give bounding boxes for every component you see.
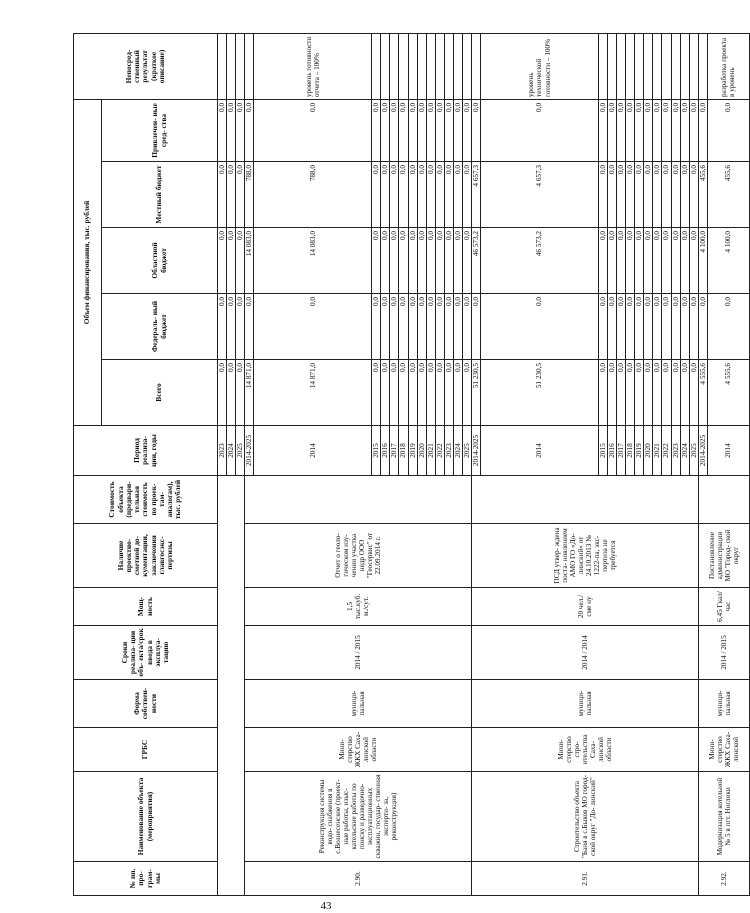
cell-regional: 0,0 bbox=[608, 228, 617, 294]
cell-terms: 2014 / 2014 bbox=[471, 626, 698, 680]
cell-total: 0,0 bbox=[453, 360, 462, 426]
cell-local: 0,0 bbox=[653, 162, 662, 228]
cell-result bbox=[408, 33, 417, 99]
cell-local: 0,0 bbox=[599, 162, 608, 228]
cell-federal: 0,0 bbox=[680, 294, 689, 360]
cell-total: 0,0 bbox=[689, 360, 698, 426]
cell-federal: 0,0 bbox=[372, 294, 381, 360]
cell-period: 2022 bbox=[662, 426, 671, 476]
cell-period: 2025 bbox=[689, 426, 698, 476]
cell-regional: 4 100,0 bbox=[707, 228, 749, 294]
cell-attracted: 0,0 bbox=[680, 99, 689, 161]
cell-regional: 0,0 bbox=[218, 228, 227, 294]
cell-regional: 0,0 bbox=[435, 228, 444, 294]
header-docs: Наличие проектно- сметной до- кументации, заключения главгосэкс- пертизы bbox=[74, 524, 218, 588]
cell-federal: 0,0 bbox=[635, 294, 644, 360]
cell-regional: 0,0 bbox=[408, 228, 417, 294]
cell-local: 788,0 bbox=[254, 162, 372, 228]
header-period: Период реализа- ции, годы bbox=[74, 426, 218, 476]
cell-local: 0,0 bbox=[417, 162, 426, 228]
header-name: Наименование объекта (мероприятия) bbox=[74, 772, 218, 862]
cell-period: 2018 bbox=[399, 426, 408, 476]
cell-result bbox=[462, 33, 471, 99]
cell-result bbox=[599, 33, 608, 99]
cell-total: 0,0 bbox=[236, 360, 245, 426]
cell-period: 2014 bbox=[481, 426, 599, 476]
header-cost: Стоимость объекта (предвари- тельная стоимость по проек- там- аналогам), тыс. рублей bbox=[74, 476, 218, 524]
cell-local: 0,0 bbox=[662, 162, 671, 228]
cell-federal: 0,0 bbox=[662, 294, 671, 360]
cell-attracted: 0,0 bbox=[626, 99, 635, 161]
cell-regional: 0,0 bbox=[617, 228, 626, 294]
cell-capacity: 6,45 Гкал/час bbox=[698, 588, 749, 626]
cell-regional: 0,0 bbox=[444, 228, 453, 294]
cell-attracted: 0,0 bbox=[381, 99, 390, 161]
cell-result bbox=[444, 33, 453, 99]
cell-local: 4 657,3 bbox=[481, 162, 599, 228]
cell-cost bbox=[471, 476, 698, 524]
cell-local: 0,0 bbox=[399, 162, 408, 228]
cell-federal: 0,0 bbox=[617, 294, 626, 360]
cell-regional: 0,0 bbox=[453, 228, 462, 294]
cell-federal: 0,0 bbox=[444, 294, 453, 360]
cell-result bbox=[689, 33, 698, 99]
cell-period: 2017 bbox=[617, 426, 626, 476]
cell-period: 2022 bbox=[435, 426, 444, 476]
cell-regional: 4 100,0 bbox=[698, 228, 707, 294]
cell-result bbox=[635, 33, 644, 99]
cell-docs: Отчет о геоло- гическом изу- чении участка недр ООО "Геосервис" от 22.09.2014 г. bbox=[245, 524, 472, 588]
cell-regional: 46 573,2 bbox=[471, 228, 480, 294]
cell-attracted: 0,0 bbox=[399, 99, 408, 161]
cell-total: 14 871,0 bbox=[254, 360, 372, 426]
cell-period: 2023 bbox=[218, 426, 227, 476]
rotated-page bbox=[73, 34, 740, 896]
cell-result bbox=[390, 33, 399, 99]
cell-local: 0,0 bbox=[462, 162, 471, 228]
cell-ownership: муници- пальная bbox=[471, 680, 698, 728]
header-attracted: Привлечен- ные сред- ства bbox=[102, 99, 218, 161]
cell-attracted: 0,0 bbox=[698, 99, 707, 161]
cell-local: 0,0 bbox=[408, 162, 417, 228]
cell-regional: 0,0 bbox=[462, 228, 471, 294]
cell-local: 0,0 bbox=[617, 162, 626, 228]
cell-attracted: 0,0 bbox=[617, 99, 626, 161]
cell-docs: ПСД утвер- ждена поста- новлением АМО ГО «До- линский» от 24.10.2013 № 1222-па, экс- пертиза не требуется bbox=[471, 524, 698, 588]
cell-total: 0,0 bbox=[435, 360, 444, 426]
cell-local: 0,0 bbox=[453, 162, 462, 228]
cell-total: 0,0 bbox=[372, 360, 381, 426]
cell-period: 2023 bbox=[671, 426, 680, 476]
table-body bbox=[218, 33, 750, 895]
cell-result bbox=[644, 33, 653, 99]
cell-attracted: 0,0 bbox=[372, 99, 381, 161]
cell-attracted: 0,0 bbox=[689, 99, 698, 161]
cell-ownership: муници- пальная bbox=[245, 680, 472, 728]
cell-attracted: 0,0 bbox=[453, 99, 462, 161]
cell-local: 0,0 bbox=[608, 162, 617, 228]
cell-regional: 0,0 bbox=[227, 228, 236, 294]
cell-result bbox=[671, 33, 680, 99]
cell-attracted: 0,0 bbox=[254, 99, 372, 161]
cell-attracted: 0,0 bbox=[671, 99, 680, 161]
cell-regional: 0,0 bbox=[236, 228, 245, 294]
cell-result bbox=[617, 33, 626, 99]
cell-federal: 0,0 bbox=[390, 294, 399, 360]
cell-period: 2019 bbox=[408, 426, 417, 476]
cell-grbs: Мини- стерство ЖКХ Саха- линской области bbox=[245, 728, 472, 772]
cell-local: 0,0 bbox=[671, 162, 680, 228]
cell-federal: 0,0 bbox=[245, 294, 254, 360]
cell-total: 51 230,5 bbox=[481, 360, 599, 426]
cell-federal: 0,0 bbox=[381, 294, 390, 360]
cell-regional: 14 083,0 bbox=[245, 228, 254, 294]
cell-period: 2018 bbox=[626, 426, 635, 476]
cell-num: 2.91. bbox=[471, 862, 698, 896]
cell-federal: 0,0 bbox=[689, 294, 698, 360]
cell-attracted: 0,0 bbox=[417, 99, 426, 161]
cell-federal: 0,0 bbox=[462, 294, 471, 360]
table-row bbox=[698, 33, 707, 895]
cell-period: 2014-2025 bbox=[471, 426, 480, 476]
cell-local: 0,0 bbox=[444, 162, 453, 228]
cell-regional: 0,0 bbox=[662, 228, 671, 294]
cell-result bbox=[399, 33, 408, 99]
cell-local: 0,0 bbox=[227, 162, 236, 228]
cell-local: 4 657,3 bbox=[471, 162, 480, 228]
cell-result bbox=[626, 33, 635, 99]
cell-period: 2025 bbox=[462, 426, 471, 476]
cell-docs: Постановление администрации МО "Город- ской округ bbox=[698, 524, 749, 588]
cell-num: 2.90. bbox=[245, 862, 472, 896]
cell-result bbox=[608, 33, 617, 99]
cell-attracted: 0,0 bbox=[462, 99, 471, 161]
header-regional: Областной бюджет bbox=[102, 228, 218, 294]
cell-cost bbox=[698, 476, 749, 524]
cell-period: 2024 bbox=[227, 426, 236, 476]
cell-period: 2016 bbox=[381, 426, 390, 476]
cell-federal: 0,0 bbox=[426, 294, 435, 360]
cell-period: 2014 bbox=[254, 426, 372, 476]
cell-period: 2024 bbox=[453, 426, 462, 476]
cell-local: 0,0 bbox=[390, 162, 399, 228]
cell-result bbox=[372, 33, 381, 99]
cell-federal: 0,0 bbox=[671, 294, 680, 360]
cell-federal: 0,0 bbox=[599, 294, 608, 360]
header-result: Непосред- ственный результат (краткое описание) bbox=[74, 33, 218, 99]
cell-federal: 0,0 bbox=[453, 294, 462, 360]
cell-regional: 0,0 bbox=[644, 228, 653, 294]
cell-result bbox=[680, 33, 689, 99]
cell-result bbox=[218, 33, 227, 99]
cell-local: 0,0 bbox=[236, 162, 245, 228]
cell-result bbox=[227, 33, 236, 99]
cell-regional: 0,0 bbox=[417, 228, 426, 294]
cell-federal: 0,0 bbox=[399, 294, 408, 360]
cell-result bbox=[381, 33, 390, 99]
cell-federal: 0,0 bbox=[417, 294, 426, 360]
header-local: Местный бюджет bbox=[102, 162, 218, 228]
cell-result bbox=[653, 33, 662, 99]
cell-attracted: 0,0 bbox=[227, 99, 236, 161]
cell-total: 14 871,0 bbox=[245, 360, 254, 426]
cell-local: 0,0 bbox=[372, 162, 381, 228]
cell-federal: 0,0 bbox=[471, 294, 480, 360]
cell-regional: 0,0 bbox=[372, 228, 381, 294]
header-terms: Сроки реализа- ции объ- екта/срок ввода в эксплуа- тацию bbox=[74, 626, 218, 680]
header-financing: Объем финансирования, тыс. рублей bbox=[74, 99, 102, 425]
cell-local: 0,0 bbox=[381, 162, 390, 228]
cell-federal: 0,0 bbox=[481, 294, 599, 360]
cell-total: 0,0 bbox=[444, 360, 453, 426]
cell-attracted: 0,0 bbox=[236, 99, 245, 161]
cell-result bbox=[453, 33, 462, 99]
cell-federal: 0,0 bbox=[227, 294, 236, 360]
financing-table bbox=[73, 33, 750, 896]
cell-federal: 0,0 bbox=[218, 294, 227, 360]
cell-attracted: 0,0 bbox=[481, 99, 599, 161]
header-capacity: Мощ- ность bbox=[74, 588, 218, 626]
cell-period: 2019 bbox=[635, 426, 644, 476]
cell-terms: 2014 / 2015 bbox=[698, 626, 749, 680]
cell-total: 0,0 bbox=[227, 360, 236, 426]
cell-federal: 0,0 bbox=[408, 294, 417, 360]
cell-local: 0,0 bbox=[689, 162, 698, 228]
header-ownership: Форма собствен- ности bbox=[74, 680, 218, 728]
table-row bbox=[471, 33, 480, 895]
cell-result bbox=[245, 33, 254, 99]
cell-total: 0,0 bbox=[635, 360, 644, 426]
cell-empty bbox=[218, 476, 245, 896]
cell-result bbox=[426, 33, 435, 99]
cell-federal: 0,0 bbox=[707, 294, 749, 360]
cell-total: 0,0 bbox=[671, 360, 680, 426]
cell-name: Модернизация котельной № 5 в пгт. Ноглики bbox=[698, 772, 749, 862]
cell-regional: 0,0 bbox=[599, 228, 608, 294]
cell-period: 2016 bbox=[608, 426, 617, 476]
cell-regional: 0,0 bbox=[635, 228, 644, 294]
cell-capacity: 1,5 тыс.куб. м./сут. bbox=[245, 588, 472, 626]
cell-federal: 0,0 bbox=[698, 294, 707, 360]
header-grbs: ГРБС bbox=[74, 728, 218, 772]
cell-attracted: 0,0 bbox=[707, 99, 749, 161]
cell-attracted: 0,0 bbox=[608, 99, 617, 161]
cell-local: 0,0 bbox=[626, 162, 635, 228]
cell-result bbox=[417, 33, 426, 99]
cell-regional: 0,0 bbox=[626, 228, 635, 294]
cell-period: 2021 bbox=[653, 426, 662, 476]
cell-period: 2015 bbox=[599, 426, 608, 476]
cell-regional: 0,0 bbox=[680, 228, 689, 294]
cell-result bbox=[471, 33, 480, 99]
cell-total: 0,0 bbox=[644, 360, 653, 426]
cell-total: 51 230,5 bbox=[471, 360, 480, 426]
cell-result: уровень готовности отчета – 100% bbox=[254, 33, 372, 99]
cell-total: 0,0 bbox=[599, 360, 608, 426]
cell-period: 2025 bbox=[236, 426, 245, 476]
cell-federal: 0,0 bbox=[435, 294, 444, 360]
cell-total: 0,0 bbox=[680, 360, 689, 426]
cell-total: 4 555,6 bbox=[698, 360, 707, 426]
cell-period: 2014-2025 bbox=[698, 426, 707, 476]
cell-total: 0,0 bbox=[426, 360, 435, 426]
cell-federal: 0,0 bbox=[626, 294, 635, 360]
cell-attracted: 0,0 bbox=[408, 99, 417, 161]
cell-period: 2015 bbox=[372, 426, 381, 476]
cell-result bbox=[662, 33, 671, 99]
cell-regional: 0,0 bbox=[399, 228, 408, 294]
cell-period: 2023 bbox=[444, 426, 453, 476]
cell-total: 0,0 bbox=[653, 360, 662, 426]
table-row bbox=[218, 33, 227, 895]
cell-local: 455,6 bbox=[707, 162, 749, 228]
cell-grbs: Мини- стерство ЖКХ Саха- линской bbox=[698, 728, 749, 772]
cell-local: 0,0 bbox=[635, 162, 644, 228]
cell-result bbox=[435, 33, 444, 99]
cell-regional: 0,0 bbox=[689, 228, 698, 294]
cell-total: 0,0 bbox=[408, 360, 417, 426]
cell-total: 0,0 bbox=[608, 360, 617, 426]
cell-total: 0,0 bbox=[417, 360, 426, 426]
cell-period: 2020 bbox=[417, 426, 426, 476]
cell-result: уровень технической готовности – 100% bbox=[481, 33, 599, 99]
header-total: Всего bbox=[102, 360, 218, 426]
cell-federal: 0,0 bbox=[653, 294, 662, 360]
cell-grbs: Мини- стерство стро- ительства Саха- линской области bbox=[471, 728, 698, 772]
cell-period: 2021 bbox=[426, 426, 435, 476]
cell-terms: 2014 / 2015 bbox=[245, 626, 472, 680]
cell-num: 2.92. bbox=[698, 862, 749, 896]
cell-attracted: 0,0 bbox=[599, 99, 608, 161]
cell-attracted: 0,0 bbox=[426, 99, 435, 161]
cell-local: 788,0 bbox=[245, 162, 254, 228]
cell-attracted: 0,0 bbox=[390, 99, 399, 161]
cell-attracted: 0,0 bbox=[245, 99, 254, 161]
cell-total: 0,0 bbox=[617, 360, 626, 426]
cell-attracted: 0,0 bbox=[471, 99, 480, 161]
cell-total: 0,0 bbox=[390, 360, 399, 426]
cell-total: 0,0 bbox=[662, 360, 671, 426]
cell-local: 0,0 bbox=[435, 162, 444, 228]
cell-regional: 0,0 bbox=[381, 228, 390, 294]
cell-result bbox=[698, 33, 707, 99]
cell-attracted: 0,0 bbox=[635, 99, 644, 161]
cell-total: 0,0 bbox=[218, 360, 227, 426]
cell-local: 0,0 bbox=[426, 162, 435, 228]
cell-regional: 0,0 bbox=[426, 228, 435, 294]
cell-regional: 0,0 bbox=[390, 228, 399, 294]
header-num: № пп. про- грам- мы bbox=[74, 862, 218, 896]
cell-attracted: 0,0 bbox=[653, 99, 662, 161]
cell-result bbox=[236, 33, 245, 99]
cell-local: 455,6 bbox=[698, 162, 707, 228]
cell-attracted: 0,0 bbox=[662, 99, 671, 161]
cell-total: 0,0 bbox=[381, 360, 390, 426]
table-row bbox=[245, 33, 254, 895]
cell-federal: 0,0 bbox=[236, 294, 245, 360]
cell-name: Строительство объекта "Баня в с.Быков МО город- ской округ "До- линский" bbox=[471, 772, 698, 862]
cell-capacity: 20 чел./сме ну bbox=[471, 588, 698, 626]
cell-period: 2024 bbox=[680, 426, 689, 476]
cell-period: 2020 bbox=[644, 426, 653, 476]
cell-local: 0,0 bbox=[218, 162, 227, 228]
cell-period: 2014 bbox=[707, 426, 749, 476]
cell-federal: 0,0 bbox=[608, 294, 617, 360]
header-federal: Федераль- ный бюджет bbox=[102, 294, 218, 360]
cell-total: 0,0 bbox=[626, 360, 635, 426]
cell-federal: 0,0 bbox=[644, 294, 653, 360]
cell-cost bbox=[245, 476, 472, 524]
cell-total: 0,0 bbox=[399, 360, 408, 426]
cell-regional: 46 573,2 bbox=[481, 228, 599, 294]
cell-local: 0,0 bbox=[680, 162, 689, 228]
cell-attracted: 0,0 bbox=[444, 99, 453, 161]
cell-total: 4 555,6 bbox=[707, 360, 749, 426]
cell-federal: 0,0 bbox=[254, 294, 372, 360]
cell-period: 2017 bbox=[390, 426, 399, 476]
page-number: 43 bbox=[320, 900, 332, 912]
cell-ownership: муници- пальная bbox=[698, 680, 749, 728]
cell-regional: 0,0 bbox=[671, 228, 680, 294]
cell-total: 0,0 bbox=[462, 360, 471, 426]
cell-result: разработка проекта в уровень bbox=[707, 33, 749, 99]
cell-attracted: 0,0 bbox=[435, 99, 444, 161]
cell-regional: 14 083,0 bbox=[254, 228, 372, 294]
cell-local: 0,0 bbox=[644, 162, 653, 228]
cell-period: 2014-2025 bbox=[245, 426, 254, 476]
cell-name: Реконструкция системы водо- снабжения в с.Вознесенское (проект- ные работы, изыс- кательские работы по поиску и разведочно- эксплуатационных скважин, государ- ственная эксперти- за, реконструкция) bbox=[245, 772, 472, 862]
cell-attracted: 0,0 bbox=[218, 99, 227, 161]
cell-attracted: 0,0 bbox=[644, 99, 653, 161]
cell-regional: 0,0 bbox=[653, 228, 662, 294]
